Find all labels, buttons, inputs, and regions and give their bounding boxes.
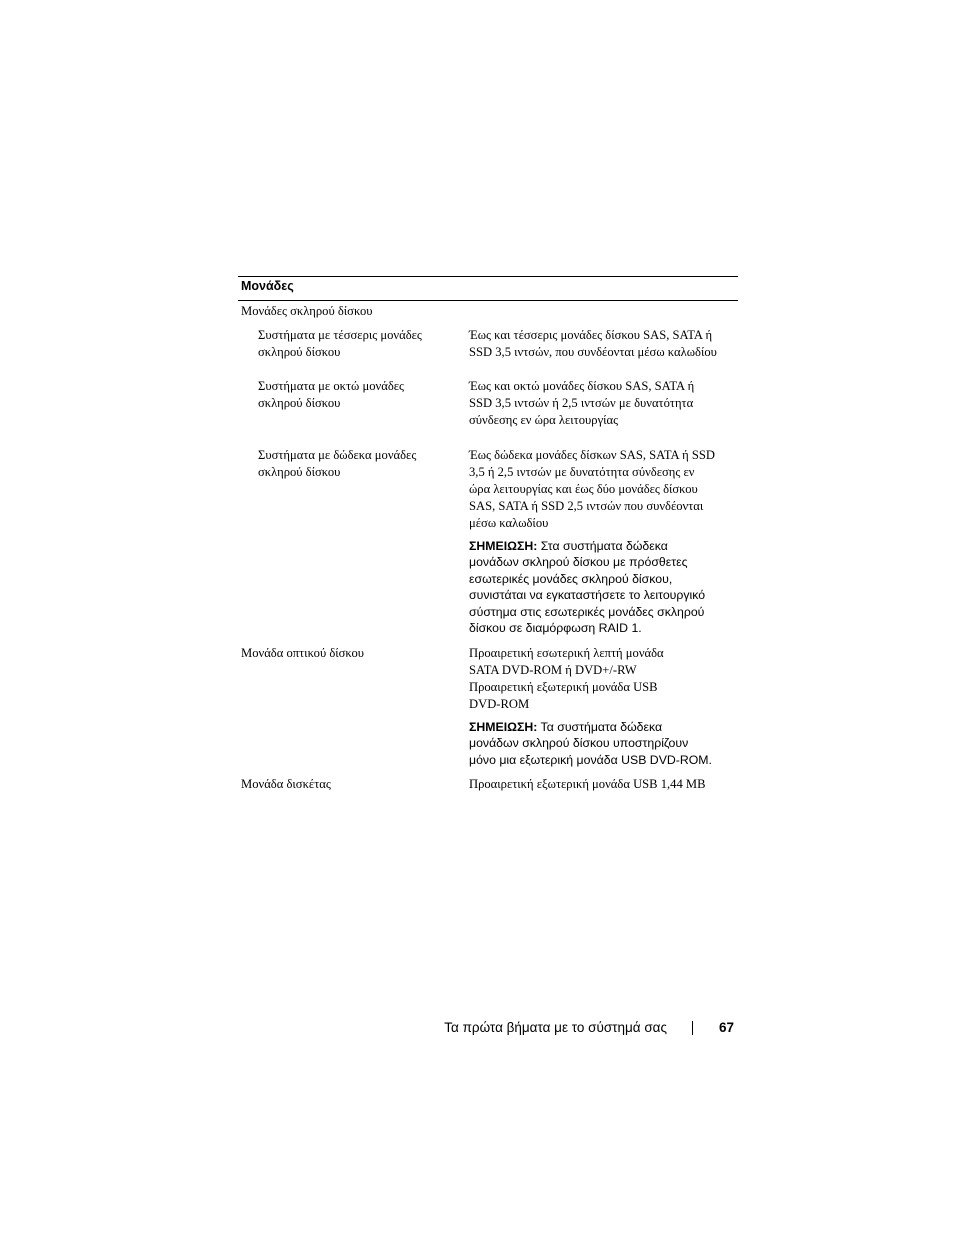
table-title: Μονάδες xyxy=(241,279,294,293)
hdd-row-twelve-label: Συστήματα με δώδεκα μονάδες σκληρού δίσκου xyxy=(258,448,417,479)
hdd-row-twelve-value: Έως δώδεκα μονάδες δίσκων SAS, SATA ή SSD 3,5 ή 2,5 ιντσών με δυνατότητα σύνδεσης εν ώρα λειτουργίας και έως δύο μονάδες δίσκου SAS, SATA ή SSD 2,5 ιντσών που συνδέονται μέσω καλωδίου xyxy=(469,448,715,530)
floppy-drive-value: Προαιρετική εξωτερική μονάδα USB 1,44 MB xyxy=(469,777,706,791)
optical-drive-note: ΣΗΜΕΙΩΣΗ: Τα συστήματα δώδεκα μονάδων σκληρού δίσκου υποστηρίζουν μόνο μια εξωτερική μονάδα USB DVD-ROM. xyxy=(469,720,712,767)
hdd-row-eight-value: Έως και οκτώ μονάδες δίσκου SAS, SATA ή SSD 3,5 ιντσών ή 2,5 ιντσών με δυνατότητα σύνδεσης εν ώρα λειτουργίας xyxy=(469,379,695,427)
hdd-row-four-label: Συστήματα με τέσσερις μονάδες σκληρού δίσκου xyxy=(258,328,422,359)
hdd-row-four-value: Έως και τέσσερις μονάδες δίσκου SAS, SATA ή SSD 3,5 ιντσών, που συνδέονται μέσω καλωδίου xyxy=(469,328,717,359)
optical-drive-label: Μονάδα οπτικού δίσκου xyxy=(241,646,365,660)
note-label: ΣΗΜΕΙΩΣΗ: xyxy=(469,539,538,553)
footer-separator xyxy=(692,1021,693,1035)
hdd-section-label: Μονάδες σκληρού δίσκου xyxy=(241,304,373,318)
floppy-drive-label: Μονάδα δισκέτας xyxy=(241,777,331,791)
top-rule xyxy=(238,276,738,277)
header-rule xyxy=(238,300,738,301)
optical-drive-value: Προαιρετική εσωτερική λεπτή μονάδα SATA DVD-ROM ή DVD+/-RW Προαιρετική εξωτερική μονάδα USB DVD-ROM xyxy=(469,646,664,711)
footer-title: Τα πρώτα βήματα με το σύστημά σας xyxy=(444,1020,667,1035)
page-number: 67 xyxy=(719,1020,735,1035)
hdd-row-eight-label: Συστήματα με οκτώ μονάδες σκληρού δίσκου xyxy=(258,379,405,410)
hdd-twelve-note: ΣΗΜΕΙΩΣΗ: Στα συστήματα δώδεκα μονάδων σκληρού δίσκου με πρόσθετες εσωτερικές μονάδες σκληρού δίσκου, συνιστάται να εγκαταστήσετε το λειτουργικό σύστημα στις εσωτερικές μονάδες σκληρού δίσκου σε διαμόρφωση RAID 1. xyxy=(469,539,706,636)
note-label: ΣΗΜΕΙΩΣΗ: xyxy=(469,720,538,734)
